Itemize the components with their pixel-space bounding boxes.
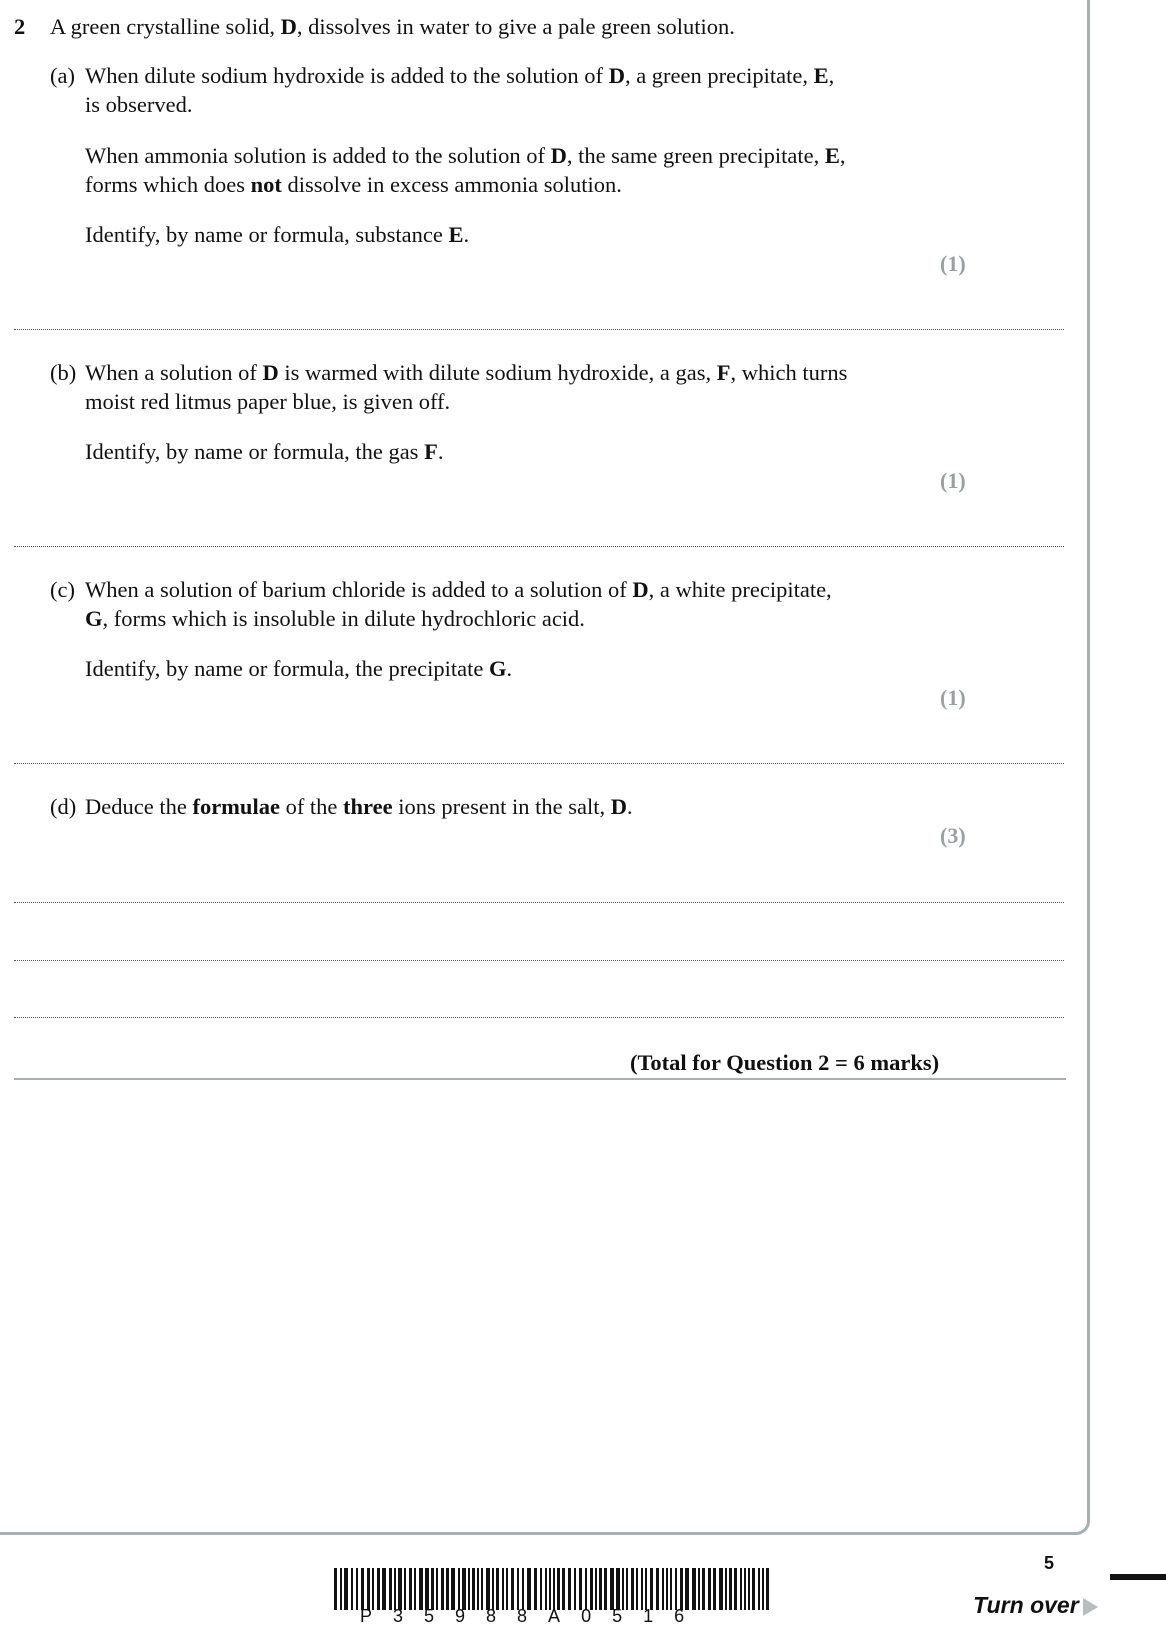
barcode-bar bbox=[462, 1568, 466, 1610]
barcode-bar bbox=[486, 1568, 490, 1610]
barcode-bar bbox=[670, 1568, 672, 1610]
barcode-bar bbox=[585, 1568, 587, 1610]
barcode-bar bbox=[574, 1568, 576, 1610]
barcode-bar bbox=[725, 1568, 727, 1610]
part-b-label: (b) bbox=[50, 360, 77, 385]
part-c-marks: (1) bbox=[940, 685, 966, 710]
barcode-text: P35988A0516 bbox=[360, 1606, 706, 1626]
barcode-bar bbox=[472, 1568, 475, 1610]
barcode-bar bbox=[650, 1568, 653, 1610]
barcode-bar bbox=[568, 1568, 571, 1610]
part-d-prompt: Deduce the formulae of the three ions present in the salt, D. bbox=[85, 794, 633, 819]
barcode-bar bbox=[740, 1568, 742, 1610]
barcode-bar bbox=[698, 1568, 700, 1610]
barcode-bar bbox=[377, 1568, 380, 1610]
barcode-bar bbox=[534, 1568, 537, 1610]
barcode-bar bbox=[522, 1568, 524, 1610]
part-a-marks: (1) bbox=[940, 251, 966, 276]
barcode-bar bbox=[645, 1568, 647, 1610]
barcode-bar bbox=[441, 1568, 444, 1610]
barcode-bar bbox=[762, 1568, 764, 1610]
barcode-bar bbox=[545, 1568, 547, 1610]
barcode-bar bbox=[549, 1568, 551, 1610]
barcode-bar bbox=[517, 1568, 519, 1610]
barcode-bar bbox=[496, 1568, 499, 1610]
barcode-bar bbox=[372, 1568, 374, 1610]
barcode-bar bbox=[451, 1568, 455, 1610]
barcode-bar bbox=[477, 1568, 479, 1610]
barcode-bar bbox=[481, 1568, 483, 1610]
part-c-prompt: Identify, by name or formula, the precipitate G. bbox=[85, 656, 513, 681]
barcode-bar bbox=[616, 1568, 620, 1610]
barcode bbox=[334, 1568, 772, 1610]
part-a-prompt: Identify, by name or formula, substance E. bbox=[85, 222, 470, 247]
part-b-line: moist red litmus paper blue, is given off. bbox=[85, 389, 451, 414]
barcode-bar bbox=[641, 1568, 643, 1610]
barcode-bar bbox=[356, 1568, 358, 1610]
barcode-bar bbox=[414, 1568, 416, 1610]
question-intro: A green crystalline solid, D, dissolves in water to give a pale green solution. bbox=[50, 14, 735, 39]
part-a-label: (a) bbox=[50, 63, 75, 88]
barcode-bar bbox=[713, 1568, 716, 1610]
barcode-bar bbox=[344, 1568, 348, 1610]
answer-line[interactable] bbox=[14, 329, 1064, 330]
question-total: (Total for Question 2 = 6 marks) bbox=[630, 1050, 940, 1075]
part-a-line: When ammonia solution is added to the solution of D, the same green precipitate, E, bbox=[85, 143, 846, 168]
barcode-bar bbox=[340, 1568, 342, 1610]
part-a-line: is observed. bbox=[85, 92, 193, 117]
barcode-bar bbox=[636, 1568, 638, 1610]
barcode-bar bbox=[562, 1568, 565, 1610]
part-a-line: forms which does not dissolve in excess ammonia solution. bbox=[85, 172, 622, 197]
part-c-line: When a solution of barium chloride is added to a solution of D, a white precipitate, bbox=[85, 577, 832, 602]
barcode-bar bbox=[748, 1568, 750, 1610]
barcode-bar bbox=[398, 1568, 402, 1610]
barcode-bar bbox=[540, 1568, 542, 1610]
barcode-bar bbox=[662, 1568, 664, 1610]
barcode-bar bbox=[502, 1568, 504, 1610]
barcode-bar bbox=[719, 1568, 723, 1610]
answer-line[interactable] bbox=[14, 902, 1064, 903]
barcode-bar bbox=[389, 1568, 392, 1610]
barcode-bar bbox=[492, 1568, 494, 1610]
barcode-bar bbox=[675, 1568, 677, 1610]
barcode-bar bbox=[334, 1568, 337, 1610]
part-b-marks: (1) bbox=[940, 468, 966, 493]
barcode-bar bbox=[553, 1568, 555, 1610]
answer-line[interactable] bbox=[14, 763, 1064, 764]
barcode-bar bbox=[557, 1568, 560, 1610]
barcode-bar bbox=[394, 1568, 396, 1610]
part-d-label: (d) bbox=[50, 794, 77, 819]
barcode-bar bbox=[361, 1568, 364, 1610]
barcode-bar bbox=[579, 1568, 582, 1610]
barcode-bar bbox=[604, 1568, 607, 1610]
part-a-line: When dilute sodium hydroxide is added to the solution of D, a green precipitate, E, bbox=[85, 63, 835, 88]
barcode-bar bbox=[590, 1568, 593, 1610]
barcode-bar bbox=[766, 1568, 769, 1610]
barcode-bar bbox=[367, 1568, 370, 1610]
barcode-bar bbox=[506, 1568, 508, 1610]
total-divider bbox=[14, 1078, 1066, 1080]
turn-over-label: Turn over bbox=[973, 1592, 1079, 1618]
part-d-marks: (3) bbox=[940, 823, 966, 848]
part-b-line: When a solution of D is warmed with dilute sodium hydroxide, a gas, F, which turns bbox=[85, 360, 848, 385]
part-c-label: (c) bbox=[50, 577, 75, 602]
answer-line[interactable] bbox=[14, 1017, 1064, 1018]
barcode-bar bbox=[436, 1568, 438, 1610]
barcode-bar bbox=[431, 1568, 434, 1610]
question-number: 2 bbox=[14, 14, 26, 39]
barcode-bar bbox=[511, 1568, 514, 1610]
barcode-bar bbox=[458, 1568, 460, 1610]
barcode-bar bbox=[404, 1568, 406, 1610]
barcode-bar bbox=[595, 1568, 597, 1610]
barcode-bar bbox=[425, 1568, 429, 1610]
part-b-prompt: Identify, by name or formula, the gas F. bbox=[85, 439, 444, 464]
answer-line[interactable] bbox=[14, 960, 1064, 961]
barcode-bar bbox=[734, 1568, 737, 1610]
barcode-bar bbox=[419, 1568, 423, 1610]
barcode-bar bbox=[631, 1568, 634, 1610]
barcode-bar bbox=[351, 1568, 353, 1610]
barcode-bar bbox=[527, 1568, 531, 1610]
barcode-bar bbox=[382, 1568, 386, 1610]
barcode-bar bbox=[446, 1568, 449, 1610]
barcode-bar bbox=[702, 1568, 705, 1610]
barcode-bar bbox=[656, 1568, 659, 1610]
barcode-bar bbox=[680, 1568, 683, 1610]
corner-marker bbox=[1110, 1574, 1166, 1580]
barcode-bar bbox=[729, 1568, 732, 1610]
turn-over-arrow-icon bbox=[1083, 1598, 1098, 1616]
barcode-bar bbox=[666, 1568, 668, 1610]
answer-line[interactable] bbox=[14, 546, 1064, 547]
barcode-bar bbox=[468, 1568, 470, 1610]
barcode-bar bbox=[758, 1568, 760, 1610]
barcode-bar bbox=[610, 1568, 614, 1610]
barcode-bar bbox=[409, 1568, 412, 1610]
barcode-bar bbox=[708, 1568, 711, 1610]
barcode-bar bbox=[752, 1568, 755, 1610]
barcode-bar bbox=[626, 1568, 628, 1610]
page-number: 5 bbox=[1044, 1553, 1055, 1573]
barcode-bar bbox=[622, 1568, 624, 1610]
barcode-bar bbox=[685, 1568, 689, 1610]
barcode-bar bbox=[692, 1568, 696, 1610]
part-c-line: G, forms which is insoluble in dilute hydrochloric acid. bbox=[85, 606, 585, 631]
barcode-bar bbox=[599, 1568, 602, 1610]
barcode-bar bbox=[744, 1568, 746, 1610]
